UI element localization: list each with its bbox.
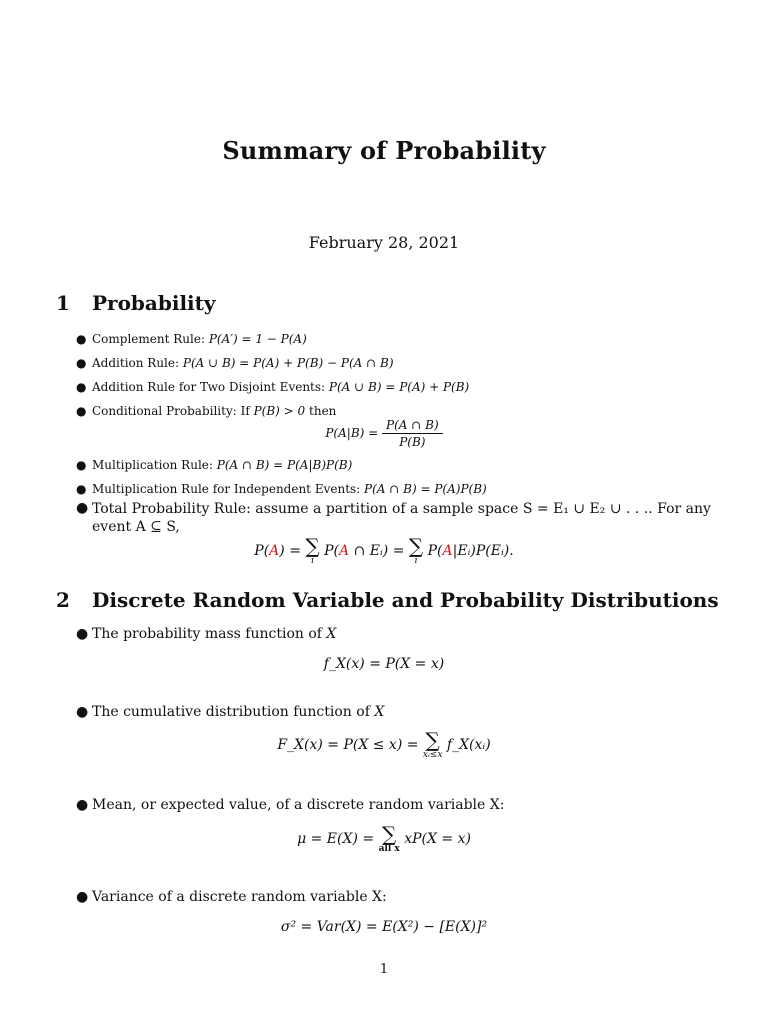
highlighted-event-a: A xyxy=(269,543,280,559)
pmf-text: The probability mass function of xyxy=(92,626,322,642)
highlighted-event-a: A xyxy=(442,543,453,559)
section-1-heading xyxy=(56,291,216,315)
highlighted-event-a: A xyxy=(339,543,350,559)
cdf-text: The cumulative distribution function of xyxy=(92,704,370,720)
rule-label: Addition Rule for Two Disjoint Events: xyxy=(92,380,326,394)
variance-equation: σ² = Var(X) = E(X²) − [E(X)]² xyxy=(280,919,488,935)
sum-index: xᵢ≤x xyxy=(422,750,443,760)
cdf-variable: X xyxy=(374,704,385,720)
rule-label: Multiplication Rule: xyxy=(92,458,213,472)
variance-text: Variance of a discrete random variable X: xyxy=(92,889,387,905)
bullet-dot-icon: ● xyxy=(76,404,87,418)
sum-symbol: ∑ xyxy=(425,728,440,752)
rule-formula: P(A ∪ B) = P(A) + P(B) − P(A ∩ B) xyxy=(182,356,394,370)
bullet-dot-icon: ● xyxy=(76,482,87,496)
section-2-heading xyxy=(56,588,719,612)
sum-index: i xyxy=(311,556,314,566)
page-number: 1 xyxy=(379,962,389,977)
mean-equation xyxy=(0,824,768,854)
bullet-dot-icon: ● xyxy=(76,356,87,370)
cdf-lhs: F_X(x) = P(X ≤ x) = xyxy=(277,737,423,753)
pmf-equation: f_X(x) = P(X = x) xyxy=(323,656,445,672)
eq-part: ∩ Eᵢ) = xyxy=(349,543,409,559)
bullet-dot-icon: ● xyxy=(76,380,87,394)
bullet-dot-icon: ● xyxy=(76,704,89,720)
cdf-equation xyxy=(0,730,768,760)
cdf-rhs: f_X(xᵢ) xyxy=(446,737,491,753)
rule-formula: P(A ∩ B) = P(A|B)P(B) xyxy=(216,458,353,472)
bullet-dot-icon: ● xyxy=(76,797,89,813)
rule-then: then xyxy=(309,404,337,418)
fraction-numerator: P(A ∩ B) xyxy=(382,418,443,434)
rule-formula: P(A ∩ B) = P(A)P(B) xyxy=(364,482,487,496)
bullet-dot-icon: ● xyxy=(76,500,89,516)
fraction-denominator: P(B) xyxy=(399,435,426,449)
sum-symbol: ∑ xyxy=(382,822,397,846)
mean-text: Mean, or expected value, of a discrete random variable X: xyxy=(92,797,505,813)
rule-formula: P(A ∪ B) = P(A) + P(B) xyxy=(328,380,470,394)
rule-label: Complement Rule: xyxy=(92,332,205,346)
rule-condition: P(B) > 0 xyxy=(253,404,306,418)
eq-part: P( xyxy=(324,543,340,559)
total-probability-text: Total Probability Rule: assume a partition of a sample space S = E₁ ∪ E₂ ∪ . . .. For any event A ⊆ S, xyxy=(92,501,711,535)
section-title: Discrete Random Variable and Probability Distributions xyxy=(92,588,719,612)
sum-operator xyxy=(409,536,423,566)
rule-label: Addition Rule: xyxy=(92,356,180,370)
rule-label: Multiplication Rule for Independent Events: xyxy=(92,482,361,496)
conditional-fraction xyxy=(382,418,443,449)
total-probability-equation xyxy=(0,536,768,566)
eq-part: P( xyxy=(427,543,443,559)
sum-operator xyxy=(379,824,400,854)
sum-operator xyxy=(305,536,319,566)
sum-symbol: ∑ xyxy=(408,534,424,558)
bullet-dot-icon: ● xyxy=(76,889,89,905)
document-title: Summary of Probability xyxy=(222,136,546,165)
conditional-lhs: P(A|B) = xyxy=(325,426,379,440)
pmf-variable: X xyxy=(326,626,337,642)
sum-operator xyxy=(423,730,443,760)
section-number: 1 xyxy=(56,291,70,315)
mean-rhs: xP(X = x) xyxy=(404,831,471,847)
bullet-dot-icon: ● xyxy=(76,332,87,346)
bullet-dot-icon: ● xyxy=(76,626,89,642)
rule-label: Conditional Probability: If xyxy=(92,404,250,418)
eq-part: |Eᵢ)P(Eᵢ). xyxy=(452,543,514,559)
sum-index: all x xyxy=(378,844,400,854)
section-title: Probability xyxy=(92,291,216,315)
document-date: February 28, 2021 xyxy=(308,233,460,252)
eq-part: ) = xyxy=(279,543,306,559)
mean-lhs: μ = E(X) = xyxy=(297,831,379,847)
section-number: 2 xyxy=(56,588,70,612)
sum-symbol: ∑ xyxy=(305,534,320,558)
bullet-dot-icon: ● xyxy=(76,458,87,472)
conditional-equation xyxy=(0,418,768,449)
rule-formula: P(A′) = 1 − P(A) xyxy=(208,332,307,346)
eq-part: P( xyxy=(254,543,270,559)
sum-index: i xyxy=(414,556,418,566)
